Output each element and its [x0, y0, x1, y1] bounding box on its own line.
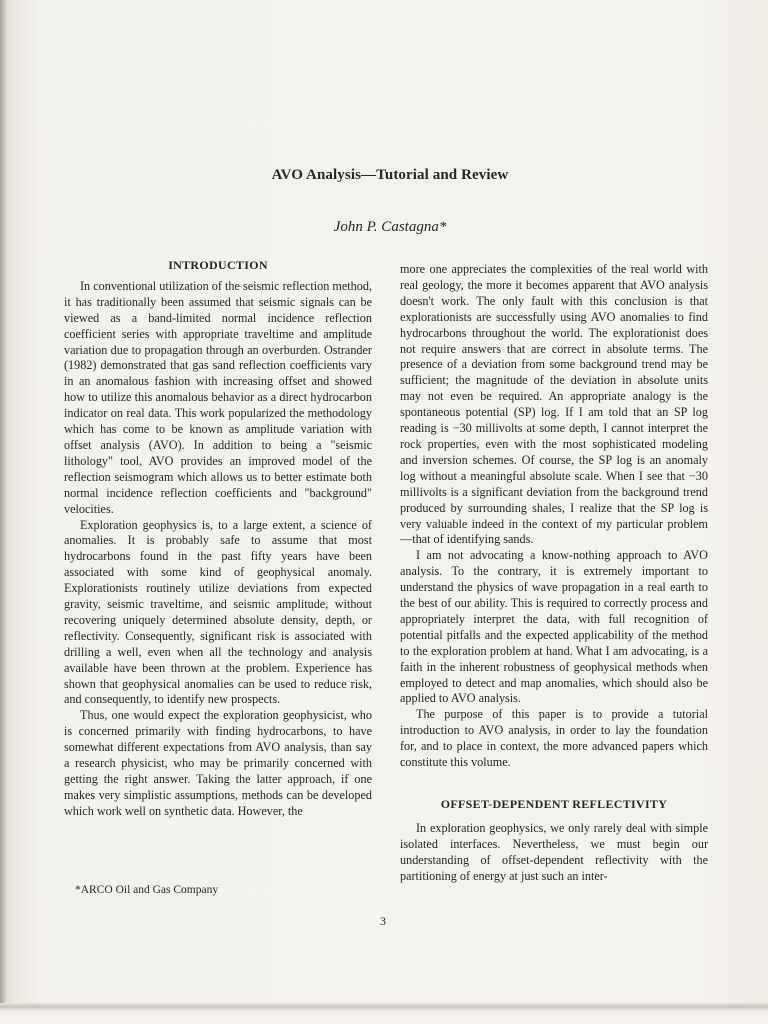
paper-title: AVO Analysis—Tutorial and Review: [271, 167, 509, 183]
paragraph: Exploration geophysics is, to a large extent, a science of anomalies. It is probably safe to assume that most hydrocarbons found in the past fifty years have been associated with some kind of geophysical anomaly. Explorationists routinely utilize deviations from expected gravity, seismic traveltime, and seismic amplitude, without recovering uniquely determined absolute density, depth, or reflectivity. Consequently, significant risk is associated with drilling a well, even when all the technology and analysis available have been thrown at the problem. Experience has shown that geophysical anomalies can be used to reduce risk, and consequently, to identify new prospects.: [64, 517, 372, 707]
author-name: John P. Castagna*: [333, 219, 447, 235]
paragraph: more one appreciates the complexities of the real world with real geology, the more it becomes apparent that AVO analysis doesn't work. The only fault with this conclusion is that explorationists are successfully using AVO anomalies to find hydrocarbons throughout the world. The explorationist does not require answers that are correct in absolute terms. The presence of a deviation from some background trend may be sufficient; the magnitude of the deviation in absolute units may not even be required. An appropriate analogy is the spontaneous potential (SP) log. If I am told that an SP log reading is −30 millivolts at some depth, I cannot interpret the rock properties, even with the most sophisticated modeling and inversion schemes. Of course, the SP log is an anomaly log without a meaningful absolute scale. When I see that −30 millivolts is a significant deviation from the background trend produced by surrounding shales, I realize that the SP log is very valuable indeed in the context of my particular problem—that of identifying sands.: [400, 262, 708, 547]
section-heading-introduction: INTRODUCTION: [168, 258, 268, 272]
page-number: 3: [380, 914, 386, 928]
paragraph: I am not advocating a know-nothing approach to AVO analysis. To the contrary, it is extremely important to understand the physics of wave propagation in a real earth to the best of our ability. This is required to correctly process and appropriately interpret the data, with full recognition of potential pitfalls and the expected applicability of the method to the exploration problem at hand. What I am advocating, is a faith in the inherent robustness of geophysical methods when employed to detect and map anomalies, which should also be applied to AVO analysis.: [400, 548, 708, 706]
footnote: *ARCO Oil and Gas Company: [75, 884, 219, 896]
right-column: [400, 262, 708, 885]
page-bottom-edge: [0, 1003, 768, 1024]
paragraph: In exploration geophysics, we only rarely deal with simple isolated interfaces. Nevertheless, we must begin our understanding of offset-dependent reflectivity with the partitioning of energy at just such an inter-: [400, 820, 708, 883]
left-column: [64, 258, 372, 820]
paragraph: Thus, one would expect the exploration geophysicist, who is concerned primarily with finding hydrocarbons, to have somewhat different expectations from AVO analysis, than say a research physicist, who may be primarily concerned with getting the right answer. Taking the latter approach, if one makes very simplistic assumptions, methods can be developed which work well on synthetic data. However, the: [64, 708, 372, 818]
paragraph: The purpose of this paper is to provide a tutorial introduction to AVO analysis, in order to lay the foundation for, and to place in context, the more advanced papers which constitute this volume.: [400, 707, 708, 770]
paragraph: In conventional utilization of the seismic reflection method, it has traditionally been assumed that seismic signals can be viewed as a band-limited normal incidence reflection coefficient series with appropriate traveltime and amplitude variation due to propagation through an overburden. Ostrander (1982) demonstrated that gas sand reflection coefficients vary in an anomalous fashion with increasing offset and showed how to utilize this anomalous behavior as a direct hydrocarbon indicator on real data. This work popularized the methodology which has come to be known as amplitude variation with offset analysis (AVO). In addition to being a "seismic lithology" tool, AVO provides an improved model of the reflection seismogram which allows us to better estimate both normal incidence reflection coefficients and "background" velocities.: [64, 278, 372, 516]
section-heading-offset-dependent-reflectivity: OFFSET-DEPENDENT REFLECTIVITY: [440, 797, 668, 811]
binding-edge: [0, 0, 6, 1024]
